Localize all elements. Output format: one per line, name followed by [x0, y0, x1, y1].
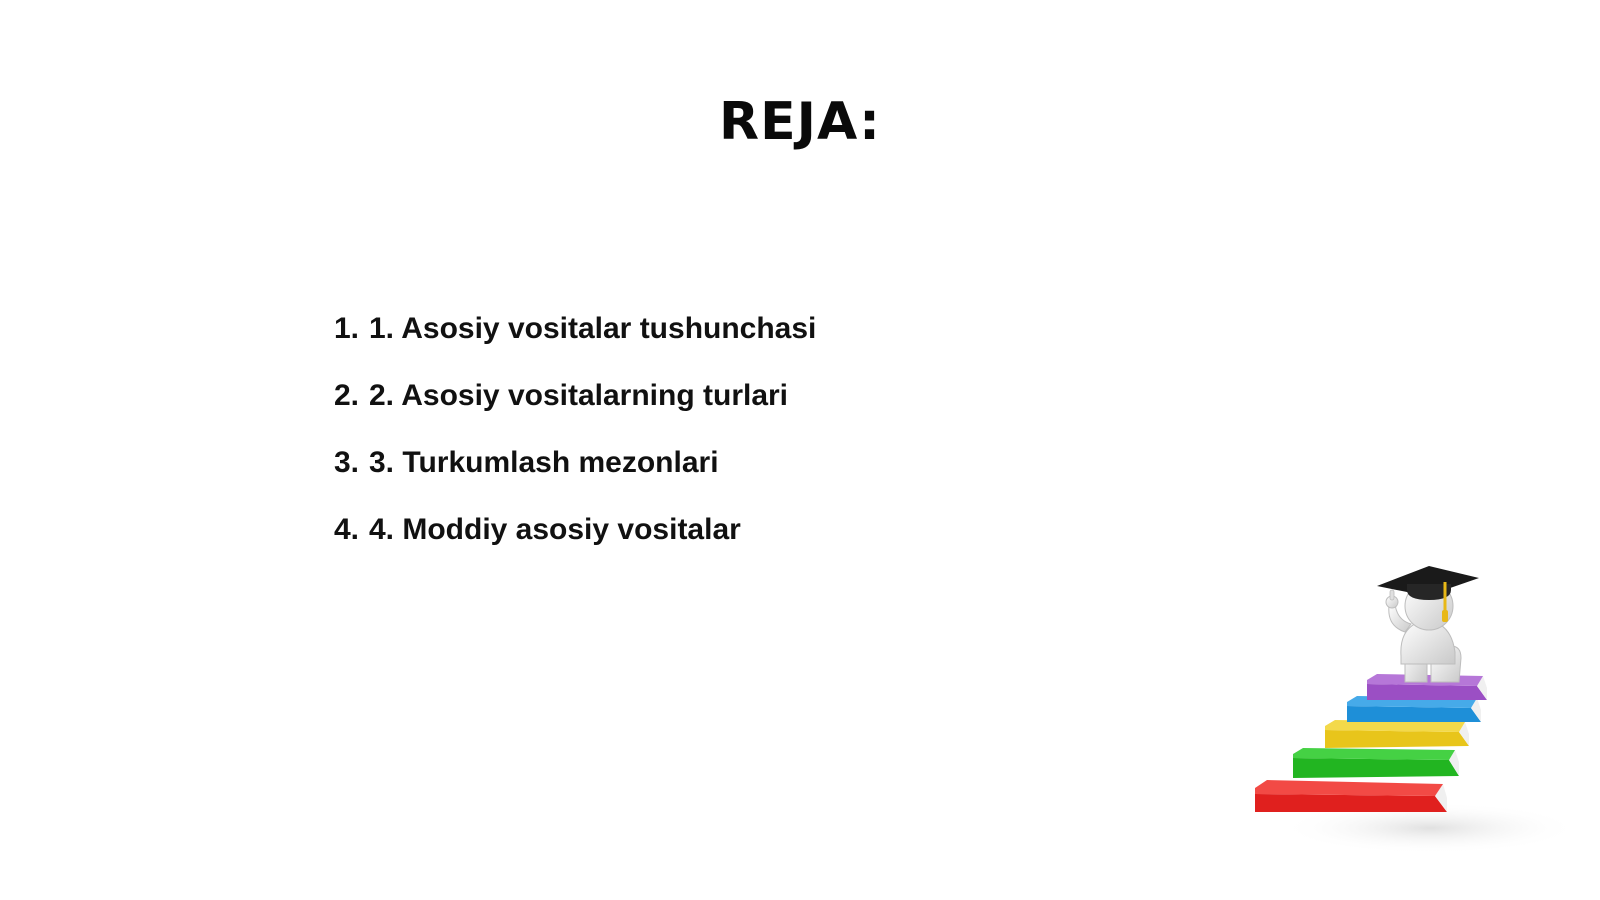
green-book [1293, 748, 1459, 778]
list-item-text: 3. Turkumlash mezonlari [369, 446, 719, 479]
plan-list [334, 312, 816, 580]
list-item-number: 2. [334, 379, 360, 412]
list-item [334, 513, 816, 547]
list-item-number: 4. [334, 513, 360, 546]
list-item-text: 4. Moddiy asosiy vositalar [369, 513, 741, 546]
graduate-on-books-icon [1255, 566, 1585, 856]
list-item [334, 312, 816, 346]
slide-title: REJA: [719, 92, 881, 152]
graduate-figure [1377, 566, 1479, 682]
red-book [1255, 780, 1447, 812]
list-item-number: 3. [334, 446, 360, 479]
yellow-book [1325, 720, 1469, 748]
list-item-text: 2. Asosiy vositalarning turlari [369, 379, 789, 412]
list-item-number: 1. [334, 312, 360, 345]
list-item [334, 446, 816, 480]
list-item-text: 1. Asosiy vositalar tushunchasi [369, 312, 817, 345]
list-item [334, 379, 816, 413]
